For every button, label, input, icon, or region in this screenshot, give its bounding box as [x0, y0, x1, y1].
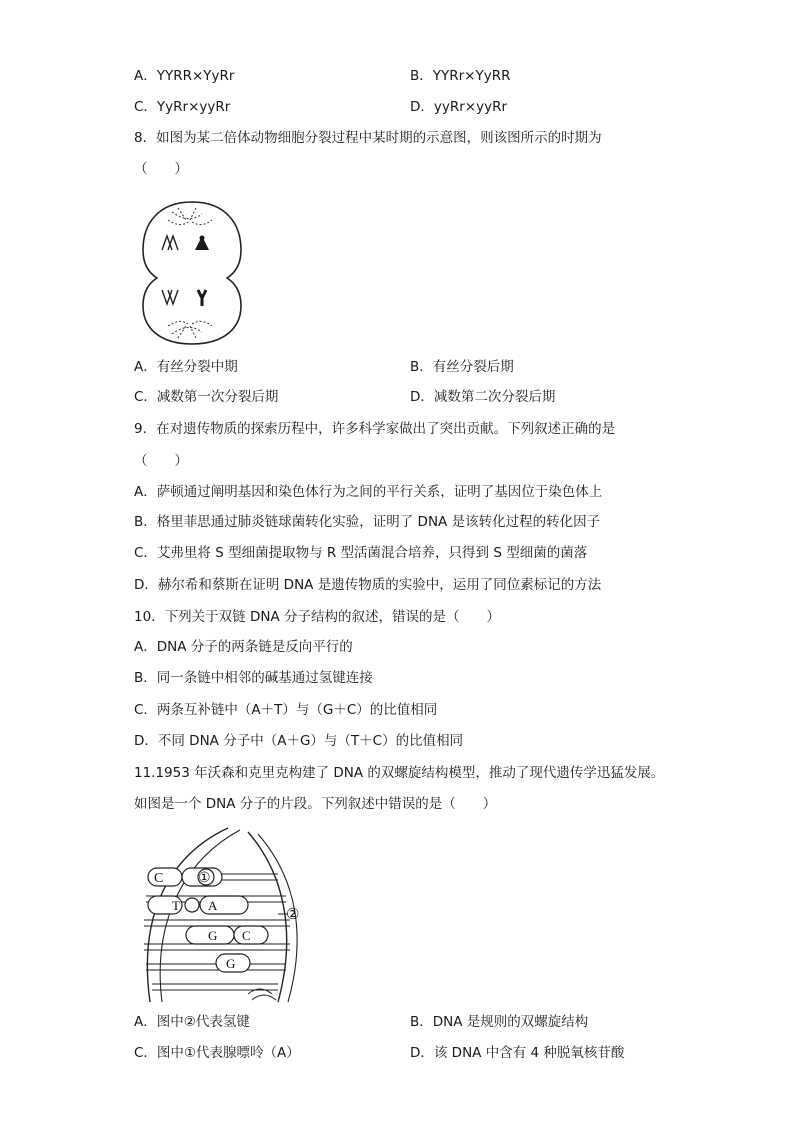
- q7-option-b: B．YYRr×YyRR: [410, 68, 511, 84]
- q11-option-d: D．该 DNA 中含有 4 种脱氧核苷酸: [410, 1045, 625, 1061]
- q8-option-b: B．有丝分裂后期: [410, 359, 514, 375]
- q11-option-b: B．DNA 是规则的双螺旋结构: [410, 1014, 589, 1030]
- q9-answer-paren: （ ）: [134, 453, 188, 469]
- q9-option-a: A．萨顿通过阐明基因和染色体行为之间的平行关系，证明了基因位于染色体上: [134, 484, 603, 500]
- dna-base-a: A: [208, 898, 218, 913]
- dna-base-c-top: C: [154, 871, 164, 886]
- q11-option-a: A．图中②代表氢键: [134, 1014, 250, 1030]
- q8-stem: 8．如图为某二倍体动物细胞分裂过程中某时期的示意图，则该图所示的时期为: [134, 130, 602, 146]
- dna-fragment-figure: [128, 826, 310, 1004]
- q9-stem: 9．在对遗传物质的探索历程中，许多科学家做出了突出贡献。下列叙述正确的是: [134, 421, 616, 437]
- q7-option-a: A．YYRR×YyRr: [134, 68, 235, 84]
- q11-stem-line2: 如图是一个 DNA 分子的片段。下列叙述中错误的是（ ）: [134, 796, 497, 812]
- q8-option-a: A．有丝分裂中期: [134, 359, 238, 375]
- q10-option-d: D．不同 DNA 分子中（A＋G）与（T＋C）的比值相同: [134, 733, 464, 749]
- marker-2: ②: [286, 907, 300, 923]
- dna-base-c-mid: C: [242, 928, 251, 943]
- q8-option-c: C．减数第一次分裂后期: [134, 389, 279, 405]
- dna-base-t: T: [172, 898, 180, 913]
- dna-base-g-bottom: G: [226, 956, 236, 971]
- cell-division-figure: [138, 198, 246, 346]
- q9-option-d: D．赫尔希和蔡斯在证明 DNA 是遗传物质的实验中，运用了同位素标记的方法: [134, 577, 602, 593]
- q10-stem: 10．下列关于双链 DNA 分子结构的叙述，错误的是（ ）: [134, 609, 500, 625]
- q9-option-b: B．格里菲思通过肺炎链球菌转化实验，证明了 DNA 是该转化过程的转化因子: [134, 514, 601, 530]
- q11-option-c: C．图中①代表腺嘌呤（A）: [134, 1045, 300, 1061]
- q10-option-b: B．同一条链中相邻的碱基通过氢键连接: [134, 670, 373, 686]
- marker-1: ①: [198, 871, 211, 886]
- q11-stem-line1: 11.1953 年沃森和克里克构建了 DNA 的双螺旋结构模型，推动了现代遗传学迅猛发展。: [134, 765, 665, 781]
- dna-base-g-mid: G: [208, 928, 218, 943]
- q8-option-d: D．减数第二次分裂后期: [410, 389, 556, 405]
- q9-option-c: C．艾弗里将 S 型细菌提取物与 R 型活菌混合培养，只得到 S 型细菌的菌落: [134, 545, 588, 561]
- q10-option-a: A．DNA 分子的两条链是反向平行的: [134, 639, 353, 655]
- q7-option-c: C．YyRr×yyRr: [134, 99, 231, 115]
- q8-answer-paren: （ ）: [134, 161, 188, 177]
- q10-option-c: C．两条互补链中（A＋T）与（G＋C）的比值相同: [134, 702, 438, 718]
- q7-option-d: D．yyRr×yyRr: [410, 99, 508, 115]
